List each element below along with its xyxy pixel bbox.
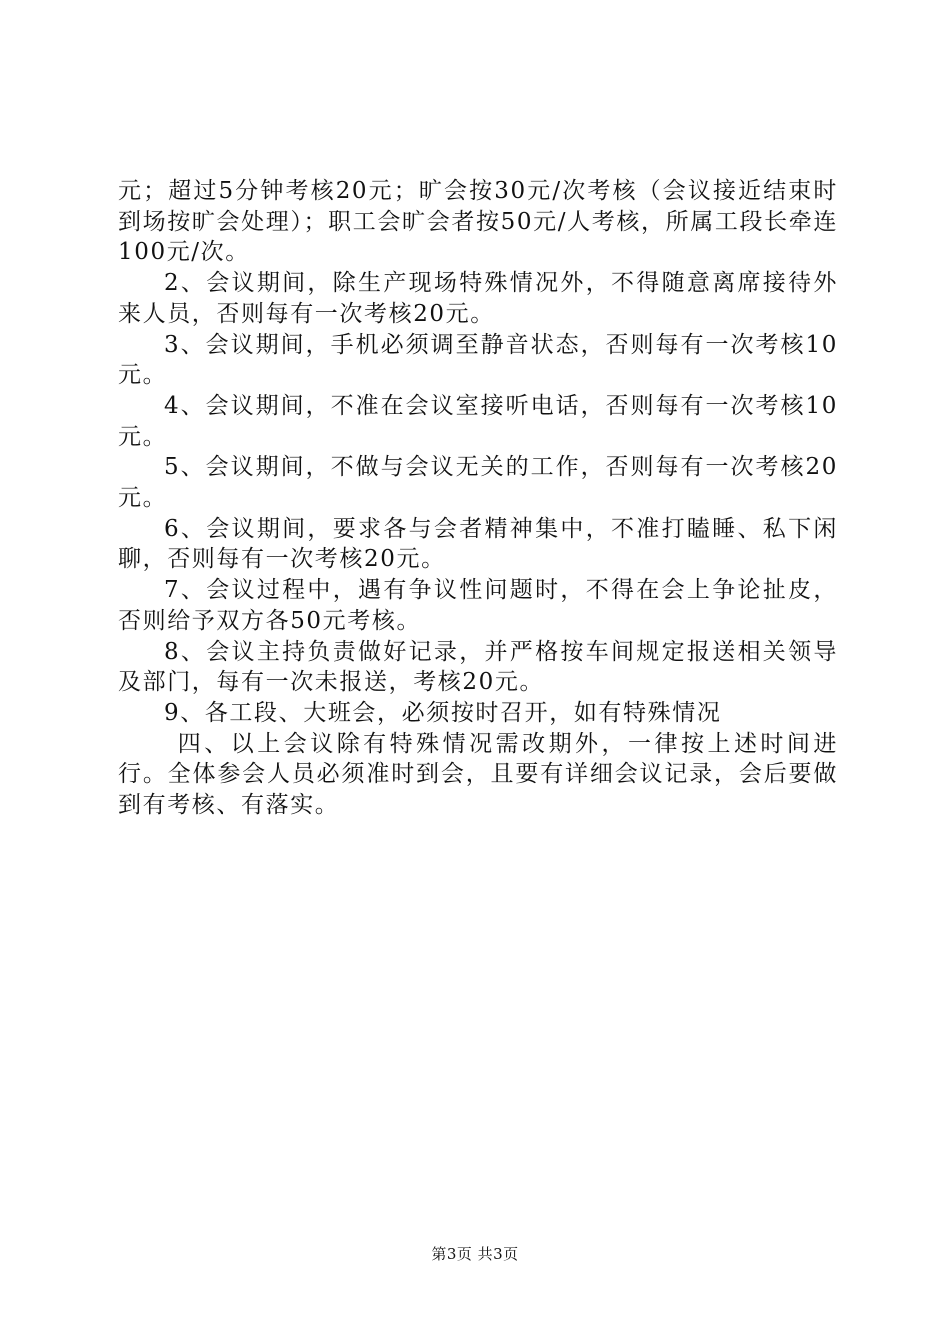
paragraph-rule-6: 6、会议期间，要求各与会者精神集中，不准打瞌睡、私下闲聊，否则每有一次考核20元。 xyxy=(118,515,838,573)
paragraph-rule-5: 5、会议期间，不做与会议无关的工作，否则每有一次考核20元。 xyxy=(118,454,838,512)
paragraph-rule-3: 3、会议期间，手机必须调至静音状态，否则每有一次考核10元。 xyxy=(118,331,838,389)
paragraph-rule-9: 9、各工段、大班会，必须按时召开，如有特殊情况 xyxy=(164,699,722,726)
paragraph-rule-4: 4、会议期间，不准在会议室接听电话，否则每有一次考核10元。 xyxy=(118,392,838,450)
paragraph-penalty-continuation: 元；超过5分钟考核20元；旷会按30元/次考核（会议接近结束时到场按旷会处理）；职工会旷会者按50元/人考核，所属工段长牵连100元/次。 xyxy=(118,178,838,266)
page-number-footer: 第3页 共3页 xyxy=(431,1245,519,1263)
paragraph-rule-8: 8、会议主持负责做好记录，并严格按车间规定报送相关领导及部门，每有一次未报送，考核20元。 xyxy=(118,638,838,696)
paragraph-rule-7: 7、会议过程中，遇有争议性问题时，不得在会上争论扯皮，否则给予双方各50元考核。 xyxy=(118,577,838,634)
paragraph-rule-2: 2、会议期间，除生产现场特殊情况外，不得随意离席接待外来人员，否则每有一次考核20元。 xyxy=(118,270,838,327)
document-body xyxy=(118,176,838,821)
paragraph-section-4: 四、以上会议除有特殊情况需改期外，一律按上述时间进行。全体参会人员必须准时到会，且要有详细会议记录，会后要做到有考核、有落实。 xyxy=(118,730,838,819)
